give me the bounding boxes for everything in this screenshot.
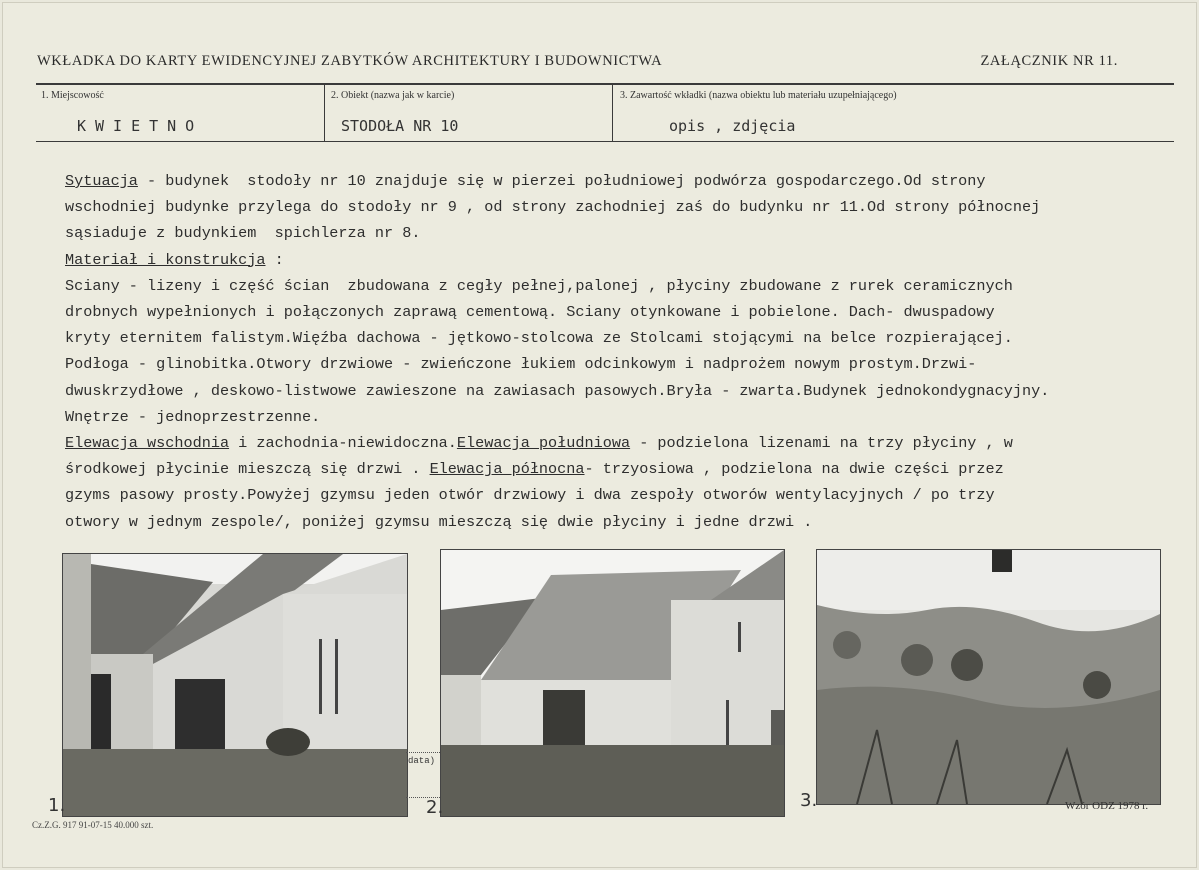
material-line: kryty eternitem falistym.Więźba dachowa - jętkowo-stolcowa ze Stolcami stojącymi na belce rozpierającej.: [65, 329, 1013, 348]
situation-line: sąsiaduje z budynkiem spichlerza nr 8.: [65, 224, 421, 243]
material-line: Wnętrze - jednoprzestrzenne.: [65, 407, 321, 426]
photo-courtyard: [62, 553, 408, 817]
photo-wall-detail: [816, 549, 1161, 805]
material-line: dwuskrzydłowe , deskowo-listwowe zawieszone na zawiasach pasowych.Bryła - zwarta.Budynek jednokondygnacyjny.: [65, 381, 1050, 400]
material-line: drobnych wypełnionych i połączonych zaprawą cementową. Sciany otynkowane i pobielone. Dach- dwuspadowy: [65, 303, 995, 322]
document-title: WKŁADKA DO KARTY EWIDENCYJNEJ ZABYTKÓW ARCHITEKTURY I BUDOWNICTWA: [37, 53, 663, 69]
photo-number-1: 1.: [48, 795, 66, 816]
photo-number-2: 2.: [426, 797, 444, 818]
situation-heading: Sytuacja: [65, 172, 138, 190]
elevation-south-heading: Elewacja południowa: [456, 434, 631, 453]
date-dotted-line: [406, 752, 440, 753]
description-text: [65, 168, 1175, 535]
elevation-line: - podzielona lizenami na trzy płyciny , w: [630, 434, 1013, 453]
material-line: Podłoga - glinobitka.Otwory drzwiowe - zwieńczone łukiem odcinkowym i nadprożem nowym prostym.Drzwi-: [65, 355, 977, 374]
elevation-line: gzyms pasowy prosty.Powyżej gzymsu jeden otwór drzwiowy i dwa zespoły otworów wentylacyjnych / po trzy: [65, 486, 995, 505]
elevation-line: i zachodnia-niewidoczna.: [229, 434, 457, 453]
elevation-line: - trzyosiowa , podzielona na dwie części przez: [584, 460, 1004, 479]
situation-line: wschodniej budynke przylega do stodoły nr 9 , od strony zachodniej zaś do budynku nr 11.Od strony północnej: [65, 198, 1041, 217]
place-value: KWIETNO: [77, 117, 204, 135]
place-label: 1. Miejscowość: [41, 90, 104, 101]
field-separator-2: [612, 85, 613, 141]
object-label: 2. Obiekt (nazwa jak w karcie): [331, 90, 455, 101]
elevation-line: otwory w jednym zespole/, poniżej gzymsu mieszczą się dwie płyciny i jedne drzwi .: [65, 512, 813, 531]
material-line: Sciany - lizeny i część ścian zbudowana z cegły pełnej,palonej , płyciny zbudowane z rurek ceramicznych: [65, 276, 1013, 295]
elevation-east-heading: Elewacja wschodnia: [65, 434, 230, 453]
template-label: Wzór ODZ 1978 r.: [1065, 800, 1149, 812]
content-value: opis , zdjęcia: [669, 117, 796, 135]
object-value: STODOŁA NR 10: [341, 117, 459, 135]
field-separator-1: [324, 85, 325, 141]
print-info: Cz.Z.G. 917 91-07-15 40.000 szt.: [32, 820, 154, 830]
content-label: 3. Zawartość wkładki (nazwa obiektu lub materiału uzupełniającego): [620, 90, 897, 101]
material-heading: Materiał i konstrukcja: [65, 250, 266, 269]
elevation-north-heading: Elewacja północna: [429, 460, 585, 479]
photo-number-3: 3.: [800, 790, 818, 811]
elevation-line: środkowej płycinie mieszczą się drzwi .: [65, 460, 430, 479]
material-heading-tail: :: [265, 250, 284, 269]
date-field-label: data): [408, 756, 436, 766]
header-rule-bottom: [36, 141, 1174, 142]
photo-barn-south: [440, 549, 785, 817]
annex-number: ZAŁĄCZNIK NR 11.: [980, 53, 1118, 69]
header-rule-top: [36, 83, 1174, 85]
situation-line: - budynek stodoły nr 10 znajduje się w pierzei południowej podwórza gospodarczego.Od strony: [137, 172, 986, 190]
